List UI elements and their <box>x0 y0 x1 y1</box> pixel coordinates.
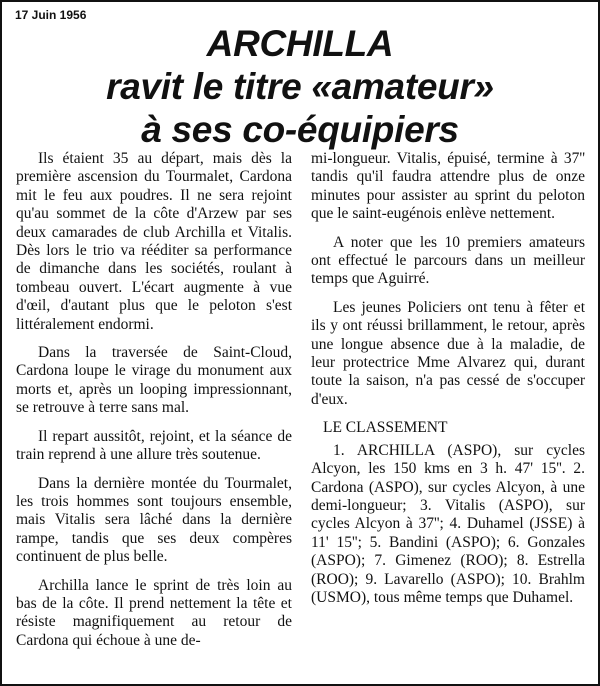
paragraph: Archilla lance le sprint de très loin au bas de la côte. Il prend nettement la tête et résiste magnifiquement au retour de Cardona qui échoue à une de- <box>16 576 292 649</box>
headline-line-2: ravit le titre «amateur» <box>106 66 494 107</box>
article-date: 17 Juin 1956 <box>15 8 87 22</box>
left-column <box>16 150 292 660</box>
headline-line-1: ARCHILLA <box>206 23 394 64</box>
paragraph: Dans la traversée de Saint-Cloud, Cardona loupe le virage du monument aux morts et, après un looping impressionnant, se retrouve à terre sans mal. <box>16 344 292 417</box>
paragraph: Il repart aussitôt, rejoint, et la séance de train reprend à une allure très soutenue. <box>16 427 292 464</box>
paragraph-continuation: mi-longueur. Vitalis, épuisé, termine à 37'' tandis qu'il faudra attendre plus de onze minutes pour assister au sprint du peloton que le saint-eugénois enlève nettement. <box>311 150 585 223</box>
headline <box>2 22 598 151</box>
paragraph: Ils étaient 35 au départ, mais dès la première ascension du Tourmalet, Cardona mit le feu aux poudres. Il ne sera rejoint qu'au sommet de la côte d'Arzew par ses deux camarades de club Archilla et Vitalis. Dès lors le trio va rééditer sa performance de dimanche dans les sociétés, roulant à tombeau ouvert. L'écart augmente à vue d'œil, d'autant plus que le peloton s'est littéralement endormi. <box>16 150 292 333</box>
classement-heading: LE CLASSEMENT <box>323 419 448 437</box>
paragraph: Dans la dernière montée du Tourmalet, les trois hommes sont toujours ensemble, mais Vitalis sera lâché dans la dernière rampe, tandis que ses deux compères continuent de plus belle. <box>16 474 292 566</box>
headline-line-3: à ses co-équipiers <box>141 109 459 150</box>
classement-results: 1. ARCHILLA (ASPO), sur cycles Alcyon, les 150 kms en 3 h. 47' 15''. 2. Cardona (ASPO), sur cycles Alcyon, à une demi-longueur; 3. Vitalis (ASPO), sur cycles Alcyon à 37''; 4. Duhamel (JSSE) à 11' 15''; 5. Bandini (ASPO); 6. Gonzales (ASPO); 7. Gimenez (ROO); 8. Estrella (ROO); 9. Lavarello (ASPO); 10. Brahlm (USMO), tous même temps que Duhamel. <box>311 441 585 606</box>
paragraph: Les jeunes Policiers ont tenu à fêter et ils y ont réussi brillamment, le retour, après une longue absence due à la maladie, de leur protectrice Mme Alvarez qui, durant toute la saison, n'a pas cessé de s'occuper d'eux. <box>311 298 585 408</box>
right-column <box>311 150 585 607</box>
paragraph: A noter que les 10 premiers amateurs ont effectué le parcours dans un meilleur temps que Aguirré. <box>311 233 585 288</box>
